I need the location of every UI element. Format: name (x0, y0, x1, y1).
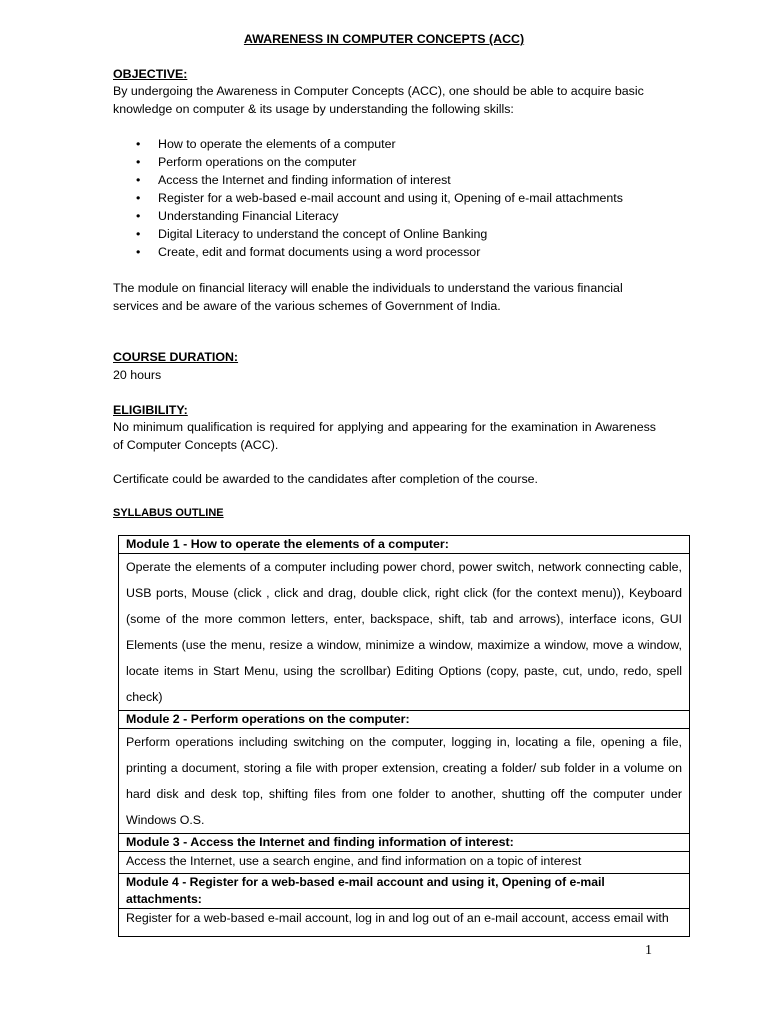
module-body: Register for a web-based e-mail account, log in and log out of an e-mail account, access email with (119, 909, 690, 937)
skill-text: Understanding Financial Literacy (158, 209, 339, 223)
skill-text: Access the Internet and finding information of interest (158, 173, 451, 187)
module-title: Module 1 - How to operate the elements of a computer: (119, 536, 690, 554)
table-row (119, 711, 690, 729)
table-row (119, 729, 690, 834)
eligibility-text: No minimum qualification is required for applying and appearing for the examination in Awareness of Computer Concepts (ACC). (113, 420, 656, 452)
certificate-text: Certificate could be awarded to the candidates after completion of the course. (113, 472, 538, 486)
skill-text: How to operate the elements of a computer (158, 137, 396, 151)
module-title: Module 3 - Access the Internet and finding information of interest: (119, 834, 690, 852)
bullet-icon: • (136, 155, 141, 169)
bullet-icon: • (136, 137, 141, 151)
list-item (113, 208, 656, 226)
module-title: Module 2 - Perform operations on the computer: (119, 711, 690, 729)
bullet-icon: • (136, 173, 141, 187)
module-body: Operate the elements of a computer including power chord, power switch, network connecting cable, USB ports, Mouse (click , click and drag, double click, right click (for the context menu)), Keyboard (some of the more common letters, enter, backspace, shift, tab and arrows), interface icons, GUI Elements (use the menu, resize a window, minimize a window, maximize a window, move a window, locate items in Start Menu, using the scrollbar) Editing Options (copy, paste, cut, undo, redo, spell check) (119, 554, 690, 711)
module-body: Access the Internet, use a search engine, and find information on a topic of interest (119, 852, 690, 874)
bullet-icon: • (136, 209, 141, 223)
module-body: Perform operations including switching on the computer, logging in, locating a file, opening a file, printing a document, storing a file with proper extension, creating a folder/ sub folder in a volume on hard disk and desk top, shifting files from one folder to another, shutting off the computer under Windows O.S. (119, 729, 690, 834)
list-item (113, 172, 656, 190)
objective-text: By undergoing the Awareness in Computer Concepts (ACC), one should be able to acquire basic knowledge on computer & its usage by understanding the following skills: (113, 84, 644, 116)
objective-heading: OBJECTIVE: (113, 67, 188, 81)
list-item (113, 244, 656, 262)
syllabus-table (118, 535, 690, 937)
course-duration-value: 20 hours (113, 368, 162, 382)
list-item (113, 136, 656, 154)
bullet-icon: • (136, 227, 141, 241)
syllabus-heading: SYLLABUS OUTLINE (113, 507, 224, 519)
table-row (119, 834, 690, 852)
skill-text: Create, edit and format documents using a word processor (158, 245, 481, 259)
skill-text: Digital Literacy to understand the concept of Online Banking (158, 227, 488, 241)
skills-list (113, 136, 656, 262)
list-item (113, 154, 656, 172)
module-title: Module 4 - Register for a web-based e-mail account and using it, Opening of e-mail attachments: (119, 874, 690, 909)
bullet-icon: • (136, 191, 141, 205)
page-number: 1 (645, 943, 652, 958)
document-title: AWARENESS IN COMPUTER CONCEPTS (ACC) (243, 32, 525, 46)
table-row (119, 909, 690, 937)
list-item (113, 226, 656, 244)
skill-text: Register for a web-based e-mail account and using it, Opening of e-mail attachments (158, 191, 623, 205)
bullet-icon: • (136, 245, 141, 259)
course-duration-heading: COURSE DURATION: (113, 350, 239, 364)
table-row (119, 874, 690, 909)
financial-literacy-text: The module on financial literacy will enable the individuals to understand the various financial services and be aware of the various schemes of Government of India. (113, 281, 623, 313)
table-row (119, 852, 690, 874)
table-row (119, 536, 690, 554)
table-row (119, 554, 690, 711)
list-item (113, 190, 656, 208)
skill-text: Perform operations on the computer (158, 155, 357, 169)
eligibility-heading: ELIGIBILITY: (113, 403, 188, 417)
